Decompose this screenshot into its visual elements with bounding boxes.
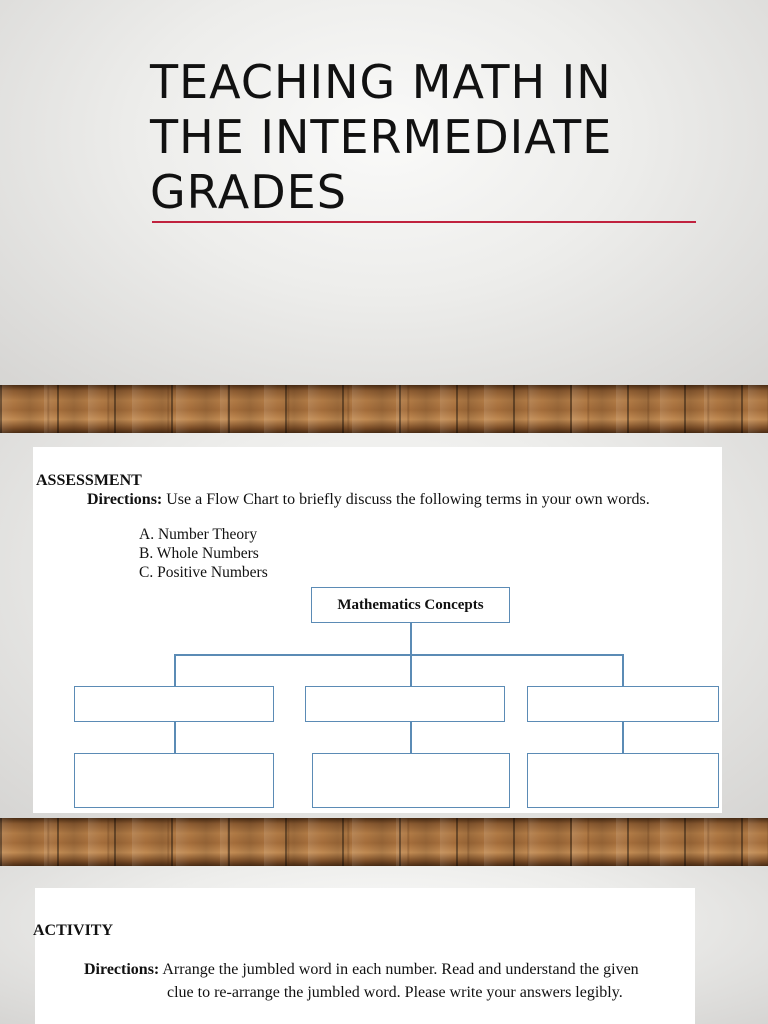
flowchart-connector [174, 722, 176, 754]
wood-floor-divider [0, 818, 768, 866]
assessment-sheet [33, 447, 722, 813]
flowchart-level1-box [305, 686, 505, 722]
assessment-heading: ASSESSMENT [36, 472, 142, 489]
flowchart-connector [410, 654, 412, 687]
activity-directions-continued: clue to re-arrange the jumbled word. Please write your answers legibly. [167, 984, 623, 1001]
directions-label: Directions: [84, 961, 160, 978]
flowchart-connector [174, 654, 624, 656]
title-underline [152, 221, 696, 223]
list-item: B. Whole Numbers [139, 545, 259, 562]
directions-label: Directions: [87, 491, 163, 508]
flowchart-connector [622, 654, 624, 687]
flowchart-level2-box [527, 753, 719, 808]
list-item: C. Positive Numbers [139, 564, 268, 581]
slide-title: TEACHING MATH IN THE INTERMEDIATE GRADES [150, 55, 613, 219]
flowchart-root-label: Mathematics Concepts [337, 596, 484, 613]
activity-sheet [35, 888, 695, 1024]
flowchart-connector [410, 623, 412, 654]
list-item: A. Number Theory [139, 526, 258, 543]
activity-slide [0, 866, 768, 1024]
flowchart-connector [174, 654, 176, 687]
wood-floor-divider [0, 385, 768, 433]
flowchart-level2-box [74, 753, 274, 808]
flowchart-root-box [311, 587, 510, 623]
activity-heading: ACTIVITY [33, 922, 114, 939]
flowchart-level1-box [74, 686, 274, 722]
directions-text: Arrange the jumbled word in each number. Read and understand the given [162, 961, 639, 978]
flowchart-connector [410, 722, 412, 754]
flowchart-level1-box [527, 686, 719, 722]
title-slide [0, 0, 768, 385]
assessment-slide [0, 433, 768, 818]
flowchart-connector [622, 722, 624, 754]
assessment-directions [87, 491, 650, 509]
activity-directions [84, 961, 639, 979]
directions-text: Use a Flow Chart to briefly discuss the following terms in your own words. [166, 491, 650, 508]
flowchart-level2-box [312, 753, 510, 808]
